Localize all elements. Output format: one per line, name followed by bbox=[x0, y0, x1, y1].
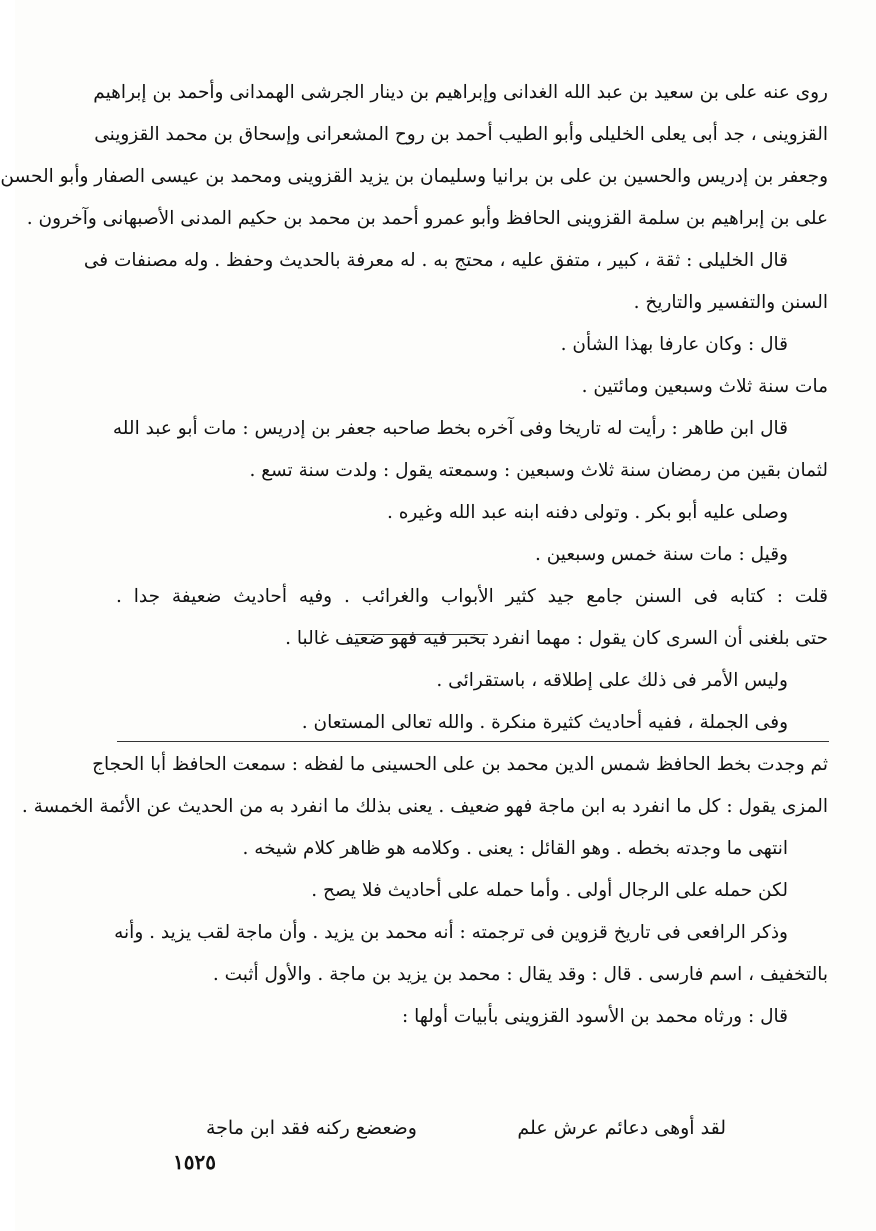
underline-rule-1 bbox=[355, 634, 488, 635]
text-line-1: روى عنه على بن سعيد بن عبد الله الغدانى وإبراهيم بن دينار الجرشى الهمدانى وأحمد بن إبراهيم bbox=[93, 82, 828, 103]
text-line-2: القزوينى ، جد أبى يعلى الخليلى وأبو الطيب أحمد بن روح المشعرانى وإسحاق بن محمد القزوينى bbox=[94, 124, 828, 145]
text-line-17: ثم وجدت بخط الحافظ شمس الدين محمد بن على الحسينى ما لفظه : سمعت الحافظ أبا الحجاج bbox=[92, 754, 828, 775]
page-number: ١٥٢٥ bbox=[173, 1150, 216, 1174]
text-line-6: السنن والتفسير والتاريخ . bbox=[633, 292, 828, 313]
poem-verse bbox=[206, 1108, 726, 1148]
text-line-18: المزى يقول : كل ما انفرد به ابن ماجة فهو ضعيف . يعنى بذلك ما انفرد به من الحديث عن الأئمة الخمسة . bbox=[21, 796, 828, 817]
text-line-23: قال : ورثاه محمد بن الأسود القزوينى بأبيات أولها : bbox=[401, 1006, 788, 1027]
text-line-15: وليس الأمر فى ذلك على إطلاقه ، باستقرائى . bbox=[436, 670, 788, 691]
text-line-12: وقيل : مات سنة خمس وسبعين . bbox=[534, 544, 788, 565]
body-text bbox=[0, 72, 828, 1038]
text-line-10: لثمان بقين من رمضان سنة ثلاث وسبعين : وسمعته يقول : ولدت سنة تسع . bbox=[249, 460, 828, 481]
text-line-5: قال الخليلى : ثقة ، كبير ، متفق عليه ، محتج به . له معرفة بالحديث وحفظ . وله مصنفات فى bbox=[83, 250, 788, 271]
text-line-21: وذكر الرافعى فى تاريخ قزوين فى ترجمته : أنه محمد بن يزيد . وأن ماجة لقب يزيد . وأنه bbox=[114, 922, 788, 943]
text-line-19: انتهى ما وجدته بخطه . وهو القائل : يعنى . وكلامه هو ظاهر كلام شيخه . bbox=[242, 838, 788, 859]
text-line-9: قال ابن طاهر : رأيت له تاريخا وفى آخره بخط صاحبه جعفر بن إدريس : مات أبو عبد الله bbox=[112, 418, 788, 439]
underline-rule-2 bbox=[117, 741, 829, 742]
text-line-13: قلت : كتابه فى السنن جامع جيد كثير الأبواب والغرائب . وفيه أحاديث ضعيفة جدا . bbox=[116, 586, 828, 607]
text-line-4: على بن إبراهيم بن سلمة القزوينى الحافظ وأبو عمرو أحمد بن محمد بن حكيم المدنى الأصبهانى وآخرون . bbox=[26, 208, 828, 229]
text-line-3: وجعفر بن إدريس والحسين بن على بن برانيا وسليمان بن يزيد القزوينى ومحمد بن عيسى الصفار وأبو الحسن bbox=[0, 166, 828, 187]
text-line-16: وفى الجملة ، ففيه أحاديث كثيرة منكرة . والله تعالى المستعان . bbox=[301, 712, 788, 733]
text-line-7: قال : وكان عارفا بهذا الشأن . bbox=[560, 334, 788, 355]
text-line-20: لكن حمله على الرجال أولى . وأما حمله على أحاديث فلا يصح . bbox=[311, 880, 788, 901]
verse-first-hemistich: لقد أوهى دعائم عرش علم bbox=[517, 1117, 726, 1139]
text-line-22: بالتخفيف ، اسم فارسى . قال : وقد يقال : محمد بن يزيد بن ماجة . والأول أثبت . bbox=[212, 964, 828, 985]
text-line-11: وصلى عليه أبو بكر . وتولى دفنه ابنه عبد الله وغيره . bbox=[386, 502, 788, 523]
text-line-14: حتى بلغنى أن السرى كان يقول : مهما انفرد بخبر فيه فهو ضعيف غالبا . bbox=[285, 628, 828, 649]
text-line-8: مات سنة ثلاث وسبعين ومائتين . bbox=[581, 376, 828, 397]
verse-second-hemistich: وضعضع ركنه فقد ابن ماجة bbox=[206, 1117, 417, 1139]
